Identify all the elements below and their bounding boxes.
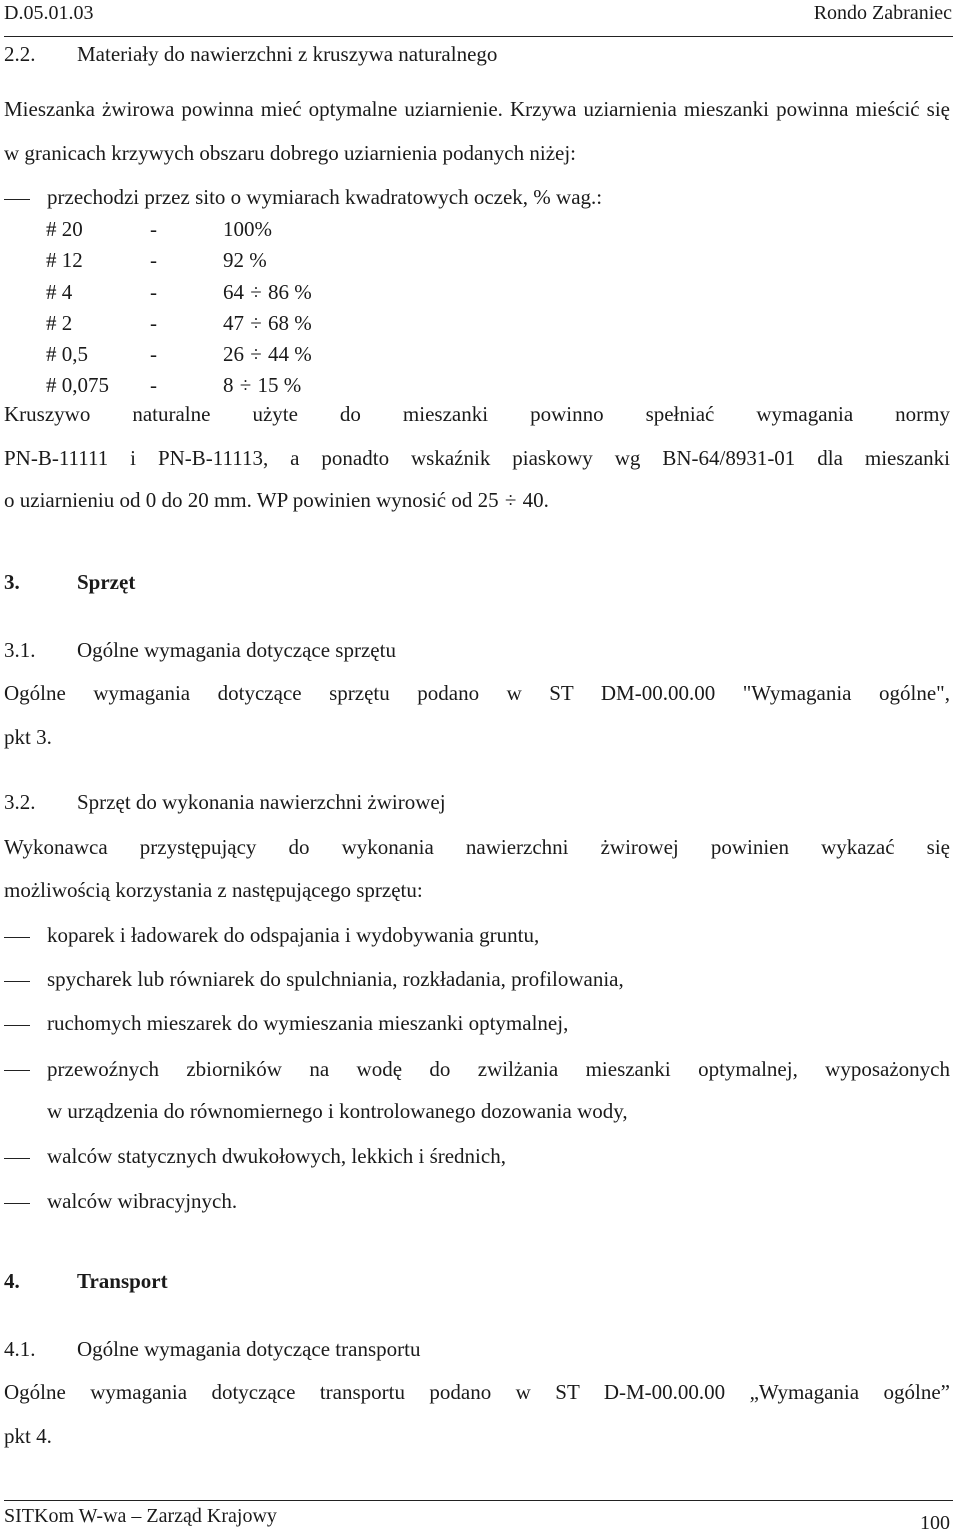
- wp-text: o uziarnieniu od 0 do 20 mm. WP powinien wynosić od 25: [4, 488, 499, 512]
- transport-para-line-2: pkt 4.: [4, 1424, 52, 1448]
- sieve-size: # 0,5: [46, 342, 88, 366]
- dash-icon: [4, 981, 30, 982]
- sieve-range: [223, 342, 312, 367]
- range-from: 64: [223, 280, 244, 304]
- general-equipment-line-1: Ogólne wymagania dotyczące sprzętu podano w ST DM-00.00.00 "Wymagania ogólne",: [4, 681, 950, 705]
- contractor-para-line-2: możliwością korzystania z następującego sprzętu:: [4, 878, 423, 902]
- aggregate-para-line-2: PN-B-11111 i PN-B-11113, a ponadto wskaźnik piaskowy wg BN-64/8931-01 dla mieszanki: [4, 446, 950, 470]
- divide-icon: ÷: [250, 280, 262, 304]
- sieve-size: # 4: [46, 280, 73, 304]
- sieve-value: 100%: [223, 217, 272, 241]
- section-3-1-title: Ogólne wymagania dotyczące sprzętu: [77, 638, 396, 662]
- dash-icon: [4, 1158, 30, 1159]
- transport-para-line-1: Ogólne wymagania dotyczące transportu podano w ST D-M-00.00.00 „Wymagania ogólne”: [4, 1380, 950, 1404]
- section-4-number: 4.: [4, 1269, 20, 1293]
- sieve-size: # 12: [46, 248, 83, 272]
- dash-icon: [4, 1203, 30, 1204]
- divide-icon: ÷: [250, 311, 262, 335]
- sieve-range: [223, 280, 312, 305]
- section-3-2-title: Sprzęt do wykonania nawierzchni żwirowej: [77, 790, 446, 814]
- sieve-sep: -: [150, 248, 157, 272]
- divide-icon: ÷: [250, 342, 262, 366]
- dash-icon: [4, 1070, 30, 1071]
- sieve-size: # 0,075: [46, 373, 109, 397]
- header-rule: [4, 36, 953, 37]
- section-3-1-number: 3.1.: [4, 638, 36, 662]
- divide-icon: ÷: [239, 373, 252, 397]
- dash-icon: [4, 937, 30, 938]
- section-2-2-title: Materiały do nawierzchni z kruszywa naturalnego: [77, 42, 498, 66]
- range-to: 44 %: [268, 342, 312, 366]
- grading-paragraph: Mieszanka żwirowa powinna mieć optymalne uziarnienie. Krzywa uziarnienia mieszanki powinna mieścić się w granicach krzywych obszaru dobrego uziarnienia podanych niżej:: [4, 97, 950, 165]
- list-item: koparek i ładowarek do odspajania i wydobywania gruntu,: [47, 923, 540, 947]
- sieve-value: 92 %: [223, 248, 267, 272]
- footer-organization: SITKom W-wa – Zarząd Krajowy: [4, 1505, 277, 1527]
- list-item-continued: w urządzenia do równomiernego i kontrolowanego dozowania wody,: [47, 1099, 628, 1123]
- range-from: 8: [223, 373, 234, 397]
- section-3-2-number: 3.2.: [4, 790, 36, 814]
- section-4-1-title: Ogólne wymagania dotyczące transportu: [77, 1337, 421, 1361]
- contractor-para-line-1: Wykonawca przystępujący do wykonania nawierzchni żwirowej powinien wykazać się: [4, 835, 950, 859]
- section-3-title: Sprzęt: [77, 570, 136, 594]
- range-to: 86 %: [268, 280, 312, 304]
- section-3-number: 3.: [4, 570, 20, 594]
- list-item: walców wibracyjnych.: [47, 1189, 238, 1213]
- range-to: 15 %: [257, 373, 302, 397]
- aggregate-para-line-1: Kruszywo naturalne użyte do mieszanki powinno spełniać wymagania normy: [4, 402, 950, 426]
- divide-icon: ÷: [504, 488, 517, 512]
- section-4-1-number: 4.1.: [4, 1337, 36, 1361]
- list-item: ruchomych mieszarek do wymieszania mieszanki optymalnej,: [47, 1011, 569, 1035]
- sieve-size: # 20: [46, 217, 83, 241]
- project-name: Rondo Zabraniec: [813, 2, 952, 24]
- range-to: 68 %: [268, 311, 312, 335]
- section-4-title: Transport: [77, 1269, 168, 1293]
- doc-code: D.05.01.03: [4, 2, 94, 24]
- dash-icon: [4, 199, 30, 200]
- section-2-2-number: 2.2.: [4, 42, 36, 66]
- page-number: 100: [920, 1512, 950, 1534]
- range-from: 26: [223, 342, 244, 366]
- sieve-range: [223, 311, 312, 336]
- sieve-size: # 2: [46, 311, 73, 335]
- sieve-intro: przechodzi przez sito o wymiarach kwadratowych oczek, % wag.:: [47, 185, 603, 209]
- sieve-sep: -: [150, 342, 157, 366]
- general-equipment-line-2: pkt 3.: [4, 725, 52, 749]
- list-item: walców statycznych dwukołowych, lekkich i średnich,: [47, 1144, 506, 1168]
- list-item: przewoźnych zbiorników na wodę do zwilżania mieszanki optymalnej, wyposażonych: [47, 1057, 950, 1081]
- range-from: 47: [223, 311, 244, 335]
- aggregate-para-line-3: [4, 488, 549, 513]
- sieve-sep: -: [150, 217, 157, 241]
- dash-icon: [4, 1025, 30, 1026]
- footer-rule: [4, 1500, 953, 1501]
- sieve-sep: -: [150, 280, 157, 304]
- list-item: spycharek lub równiarek do spulchniania, rozkładania, profilowania,: [47, 967, 624, 991]
- wp-upper: 40.: [522, 488, 549, 512]
- sieve-sep: -: [150, 373, 157, 397]
- sieve-sep: -: [150, 311, 157, 335]
